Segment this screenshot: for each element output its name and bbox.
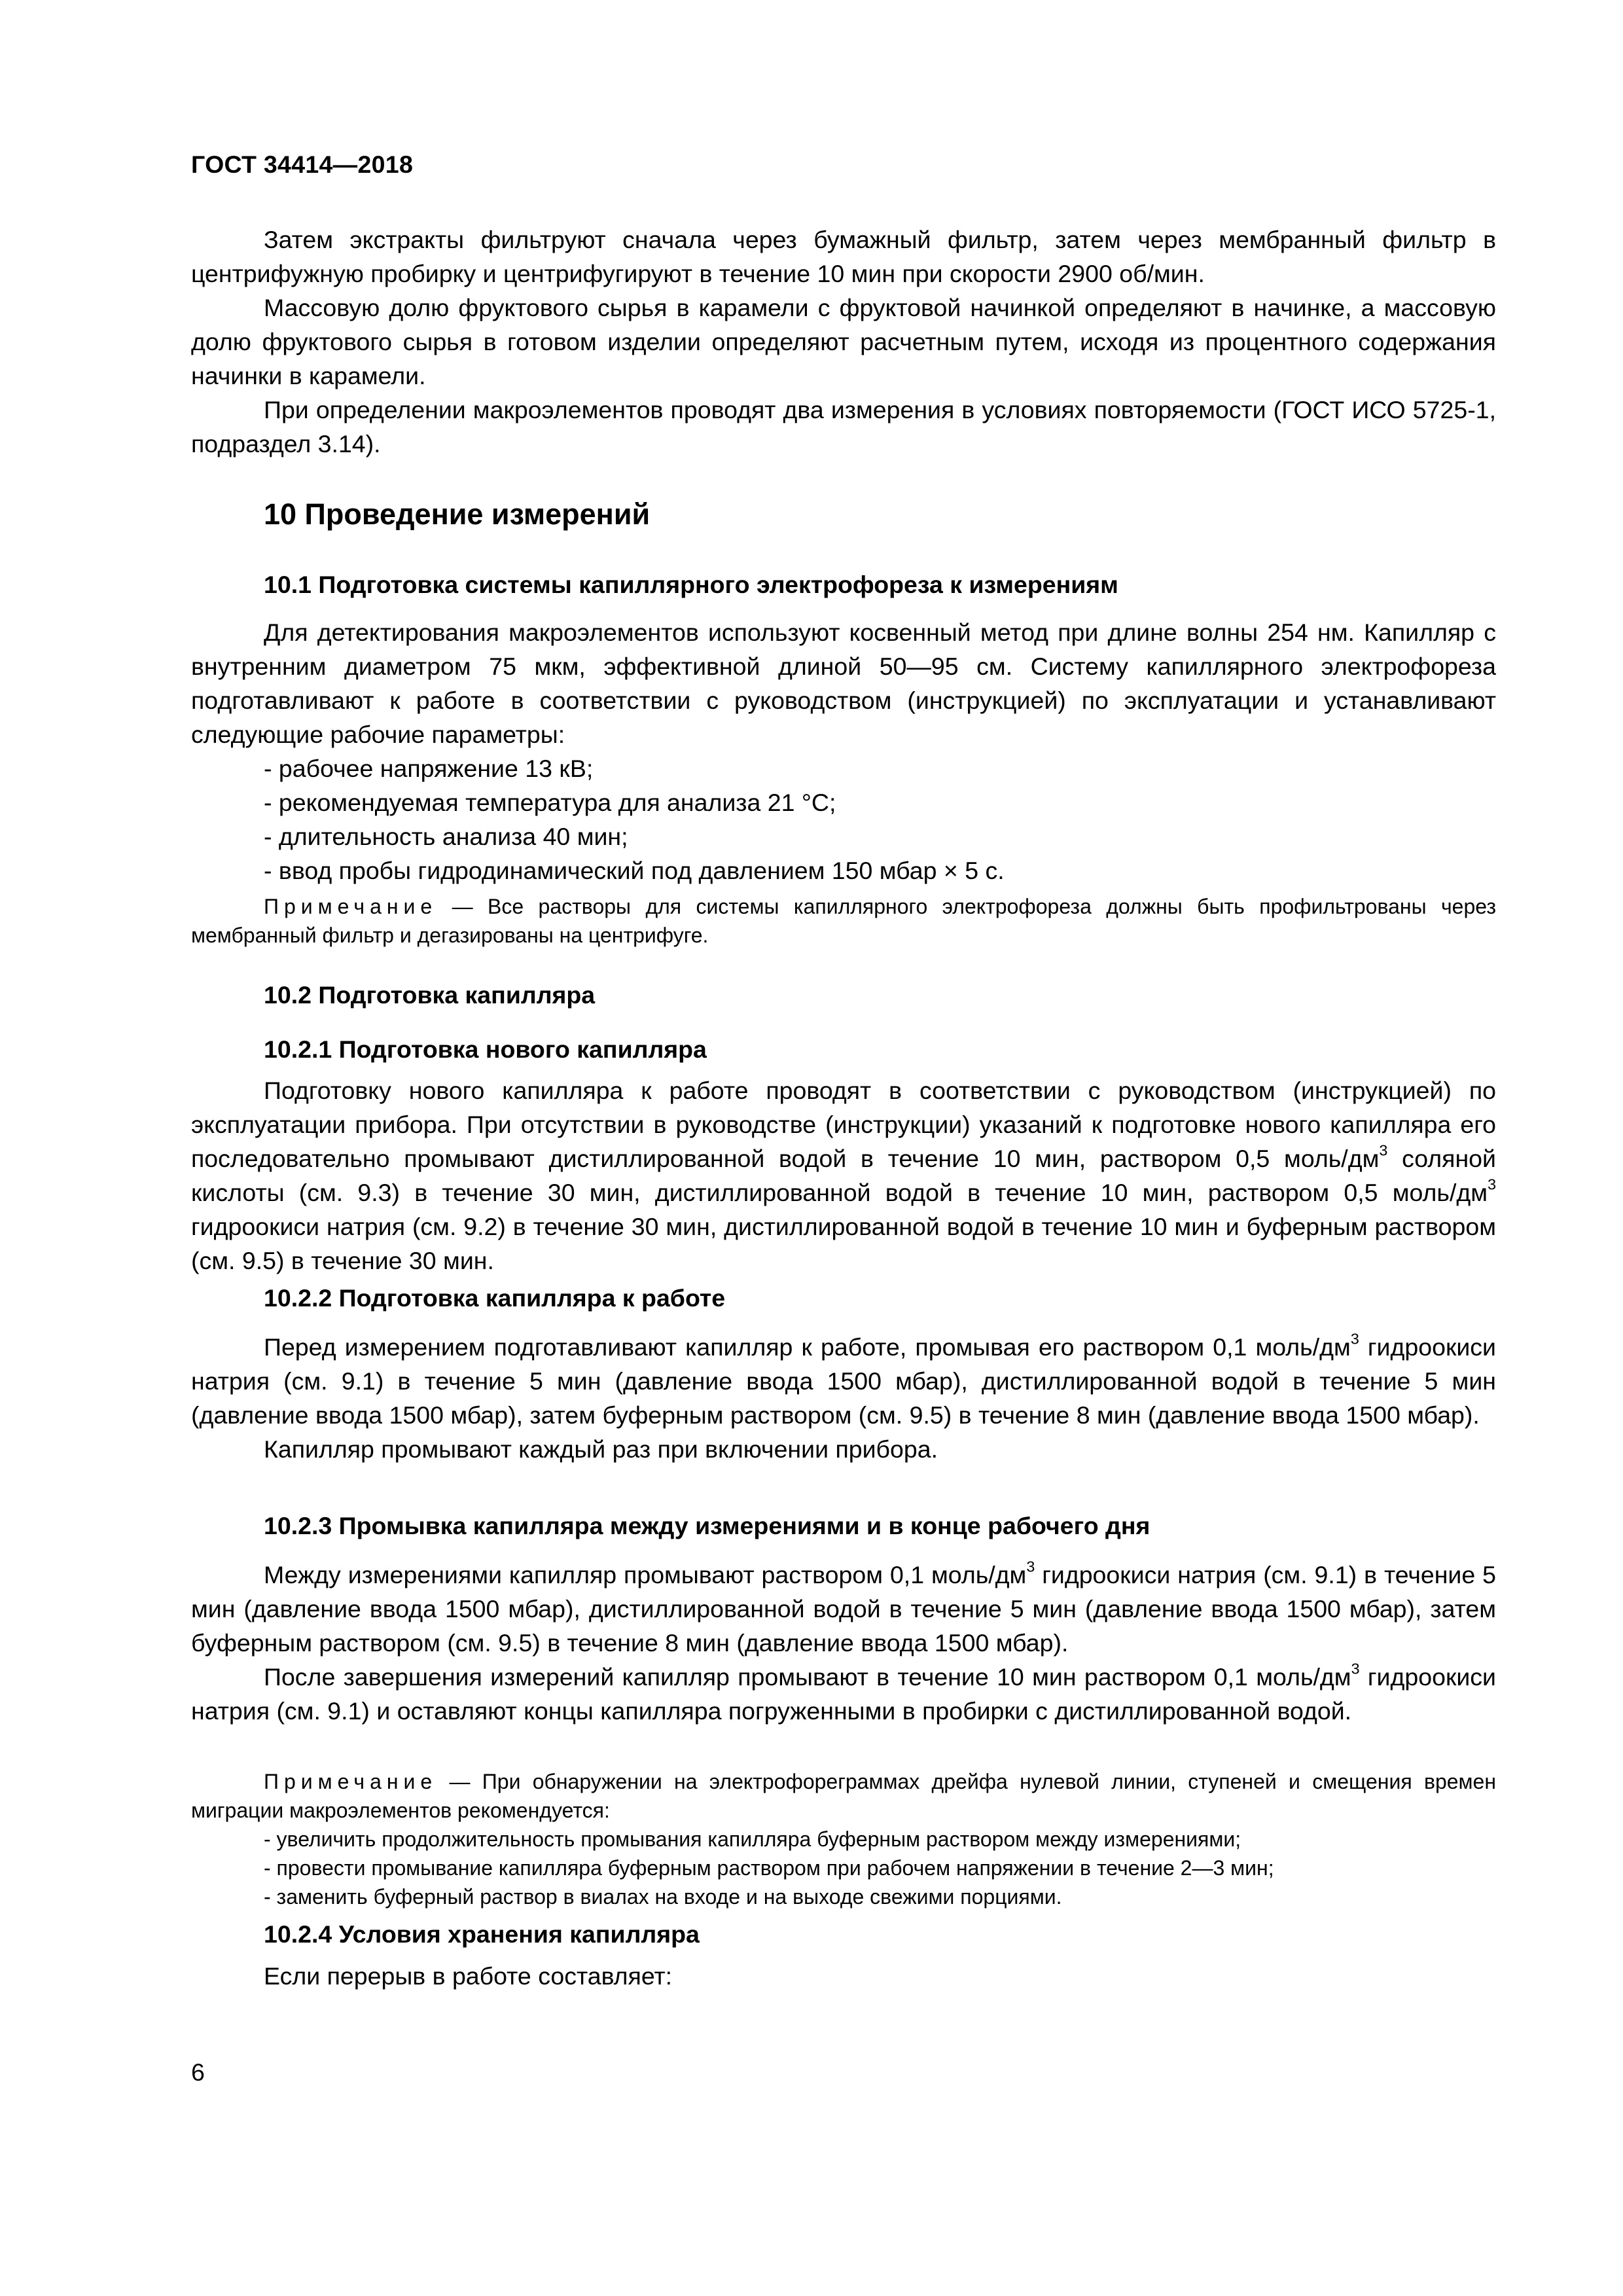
page-number: 6 [191,2058,205,2086]
section-10-1-paragraph: Для детектирования макроэлементов используют косвенный метод при длине волны 254 нм. Капилляр с внутренним диаметром 75 мкм, эффективной длиной 50—95 см. Систему капиллярного электрофореза подготавливают к работе в соответствии с руководством (инструкцией) по эксплуатации и устанавливают следующие рабочие параметры: [191,619,1496,748]
superscript: 3 [1488,1175,1496,1193]
text-part: После завершения измерений капилляр промывают в течение 10 мин раствором 0,1 моль/дм [264,1663,1351,1691]
section-10-2-2-paragraph-2: Капилляр промывают каждый раз при включении прибора. [264,1435,938,1463]
note-text: — Все растворы для системы капиллярного электрофореза должны быть профильтрованы через мембранный фильтр и дегазированы на центрифуге. [191,895,1496,947]
note-text: — При обнаружении на электрофореграммах дрейфа нулевой линии, ступеней и смещения времен миграции макроэлементов рекомендуется: [191,1770,1496,1822]
note-10-2-3 [191,1767,1496,1911]
param-item: - ввод пробы гидродинамический под давлением 150 мбар × 5 с. [264,857,1005,884]
section-10-2-2-paragraph-1 [191,1330,1496,1432]
param-item: - рекомендуемая температура для анализа 21 °С; [264,789,836,816]
superscript: 3 [1351,1660,1360,1677]
intro-paragraph-2: Массовую долю фруктового сырья в карамели с фруктовой начинкой определяют в начинке, а массовую долю фруктового сырья в готовом изделии определяют расчетным путем, исходя из процентного содержания начинки в карамели. [191,294,1496,389]
text-part: соляной кислоты (см. 9.3) в течение 30 мин, дистиллированной водой в течение 10 мин, раствором 0,5 моль/дм [191,1145,1496,1206]
section-10-2-3-body [191,1558,1496,1728]
text-part: Перед измерением подготавливают капилляр к работе, промывая его раствором 0,1 моль/дм [264,1333,1351,1361]
text-part: гидроокиси натрия (см. 9.1) и оставляют концы капилляра погруженными в пробирки с дистиллированной водой. [191,1663,1496,1725]
section-10-2-4-body [191,1959,1496,1993]
section-10-2-1-body [191,1073,1496,1278]
text-part: Подготовку нового капилляра к работе проводят в соответствии с руководством (инструкцией) по эксплуатации прибора. При отсутствии в руководстве (инструкции) указаний к подготовке нового капилляра его последовательно промывают дистиллированной водой в течение 10 мин, раствором 0,5 моль/дм [191,1077,1496,1172]
param-item: - длительность анализа 40 мин; [264,823,628,850]
intro-paragraph-3: При определении макроэлементов проводят два измерения в условиях повторяемости (ГОСТ ИСО 5725-1, подраздел 3.14). [191,396,1496,457]
superscript: 3 [1379,1141,1388,1159]
section-10-2-3-paragraph-2 [191,1660,1496,1728]
section-10-2-3-paragraph-1 [191,1558,1496,1660]
text-part: гидроокиси натрия (см. 9.1) в течение 5 мин (давление ввода 1500 мбар), дистиллированной водой в течение 5 мин (давление ввода 1500 мбар), затем буферным раствором (см. 9.5) в течение 8 мин (давление ввода 1500 мбар). [191,1333,1496,1429]
document-header: ГОСТ 34414—2018 [191,151,414,178]
superscript: 3 [1350,1330,1359,1348]
section-10-1-title: 10.1 Подготовка системы капиллярного электрофореза к измерениям [264,571,1118,598]
note-label: Примечание [264,1770,438,1793]
intro-paragraph-1: Затем экстракты фильтруют сначала через бумажный фильтр, затем через мембранный фильтр в центрифужную пробирку и центрифугируют в течение 10 мин при скорости 2900 об/мин. [191,226,1496,287]
note-10-1 [191,892,1496,950]
section-10-2-2-body [191,1330,1496,1466]
param-item: - рабочее напряжение 13 кВ; [264,755,594,782]
note-item: - увеличить продолжительность промывания капилляра буферным раствором между измерениями; [264,1827,1241,1851]
section-10-2-1-paragraph [191,1073,1496,1278]
text-part: Между измерениями капилляр промывают раствором 0,1 моль/дм [264,1561,1027,1588]
note-10-2-3-paragraph [191,1767,1496,1825]
section-10-2-4-title: 10.2.4 Условия хранения капилляра [264,1920,700,1948]
section-10-1-body [191,615,1496,888]
note-label: Примечание [264,895,438,918]
section-10-2-3-title: 10.2.3 Промывка капилляра между измерениями и в конце рабочего дня [264,1512,1150,1539]
section-10-title: 10 Проведение измерений [264,497,651,531]
note-10-1-paragraph [191,892,1496,950]
note-item: - провести промывание капилляра буферным раствором при рабочем напряжении в течение 2—3 мин; [264,1856,1274,1880]
note-item: - заменить буферный раствор в виалах на входе и на выходе свежими порциями. [264,1885,1062,1909]
text-part: гидроокиси натрия (см. 9.1) в течение 5 мин (давление ввода 1500 мбар), дистиллированной водой в течение 5 мин (давление ввода 1500 мбар), затем буферным раствором (см. 9.5) в течение 8 мин (давление ввода 1500 мбар). [191,1561,1497,1657]
intro-block [191,223,1496,461]
text-part: гидроокиси натрия (см. 9.2) в течение 30 мин, дистиллированной водой в течение 10 мин и буферным раствором (см. 9.5) в течение 30 мин. [191,1213,1496,1274]
section-10-2-1-title: 10.2.1 Подготовка нового капилляра [264,1035,707,1063]
section-10-2-4-paragraph: Если перерыв в работе составляет: [264,1962,673,1990]
superscript: 3 [1026,1558,1035,1575]
section-10-2-2-title: 10.2.2 Подготовка капилляра к работе [264,1284,726,1312]
section-10-2-title: 10.2 Подготовка капилляра [264,981,596,1009]
